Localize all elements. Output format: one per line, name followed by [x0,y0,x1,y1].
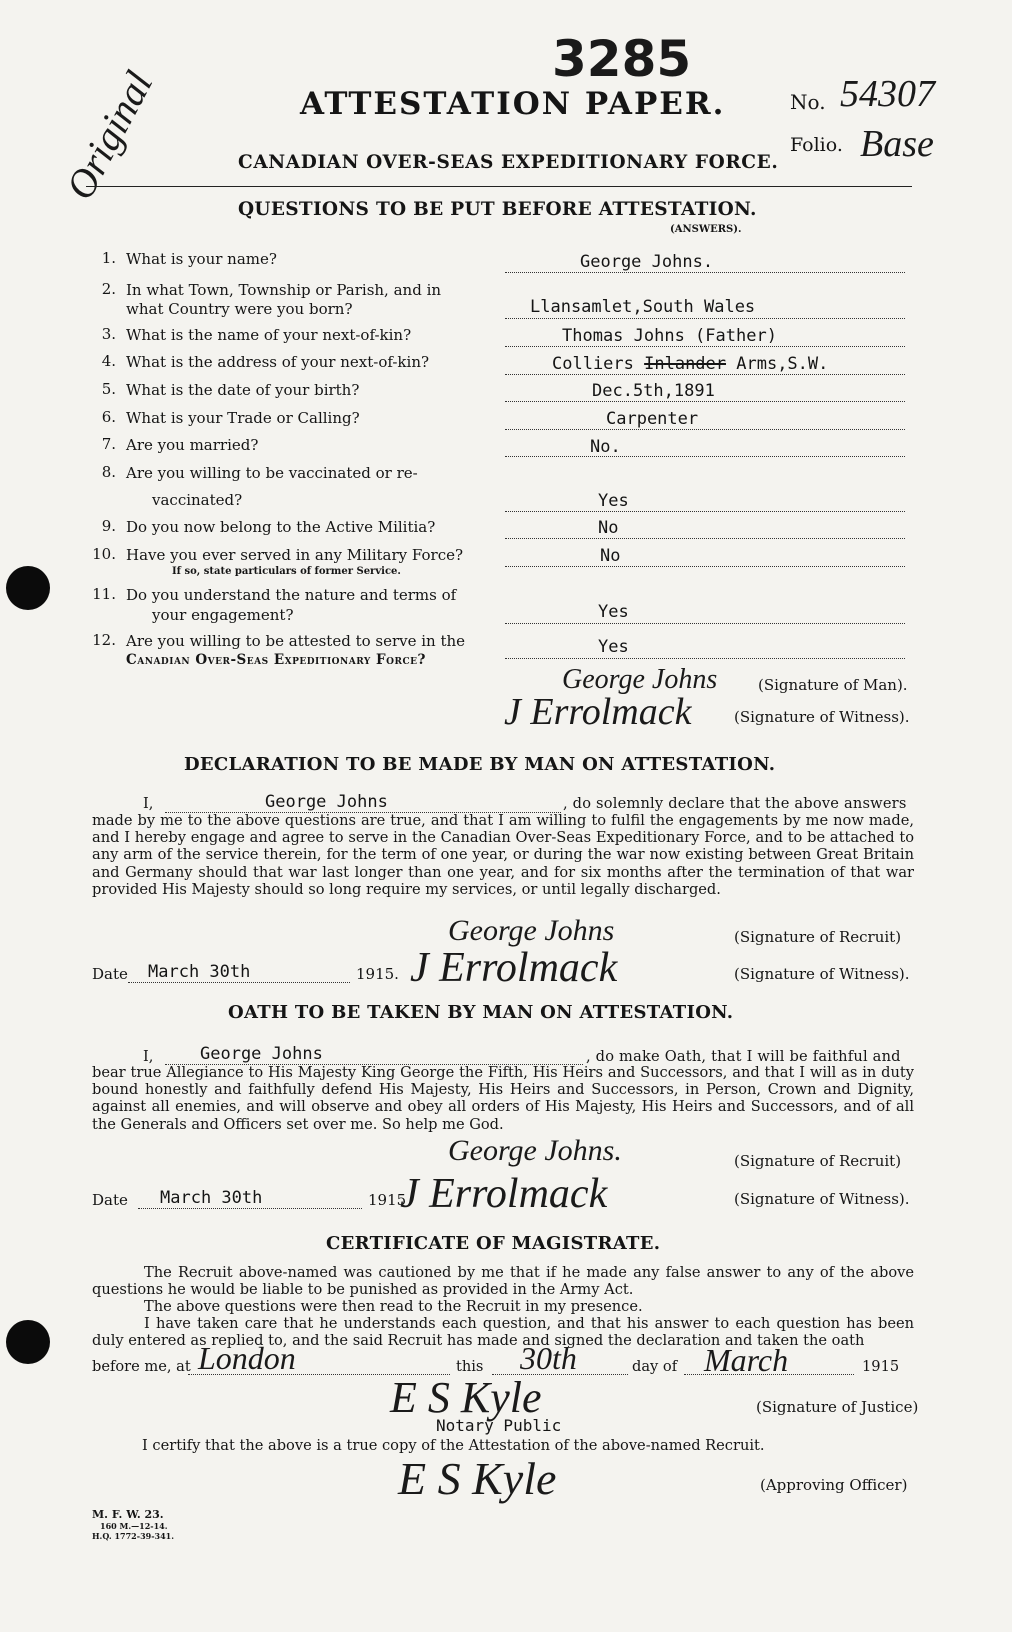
answer-address-struck: Inlander [644,354,727,374]
question-text: Do you understand the nature and terms of [126,586,457,604]
answer-line [505,272,905,273]
questions-heading: QUESTIONS TO BE PUT BEFORE ATTESTATION. [238,199,757,220]
answer-line [505,538,905,539]
magistrate-day: 30th [520,1340,577,1376]
declaration-heading: DECLARATION TO BE MADE BY MAN ON ATTESTATION. [184,754,776,775]
original-note: Original [56,63,162,207]
answer-birthplace: Llansamlet,South Wales [530,297,756,317]
declaration-body: made by me to the above questions are true, and that I am willing to fulfil the engagements by me now made, and I hereby engage and agree to serve in the Canadian Over-Seas Expeditionary Force, and to be attached to any arm of the service therein, for the term of one year, or during the war now existing between Great Britain and Germany should that war last longer than one year, and for six months after the termination of that war provided His Majesty should so long require my services, or until legally discharged. [92,812,914,898]
approving-officer-label: (Approving Officer) [760,1476,908,1494]
before-me-label: before me, at [92,1358,191,1375]
no-label: No. [790,90,826,114]
answer-understand-terms: Yes [598,602,629,622]
question-number: 7. [101,435,116,453]
signature-justice: E S Kyle [390,1373,542,1422]
month-line [684,1374,854,1375]
oath-date: March 30th [160,1188,263,1208]
declaration-year: 1915. [356,965,399,983]
declaration-name: George Johns [265,792,388,812]
answer-line [505,511,905,512]
folio-value: Base [860,123,934,165]
signature-witness-label: (Signature of Witness). [734,708,910,726]
answer-line [505,623,905,624]
question-number: 2. [101,280,116,298]
question-text-cont: Canadian Over-Seas Expeditionary Force? [126,652,426,668]
magistrate-heading: CERTIFICATE OF MAGISTRATE. [326,1233,661,1254]
signature-man-label: (Signature of Man). [758,676,908,694]
declaration-text-first: , do solemnly declare that the above answers [563,795,907,812]
answer-line [505,374,905,375]
oath-text-first: , do make Oath, that I will be faithful and [586,1048,901,1065]
declaration-date-label: Date [92,965,128,983]
answer-next-of-kin-address [552,354,828,374]
magistrate-para-2: The above questions were then read to the Recruit in my presence. [144,1298,643,1315]
question-text: Have you ever served in any Military Force? [126,546,464,564]
question-number: 10. [92,545,116,563]
punch-hole-bottom [6,1320,50,1364]
question-text: What is the name of your next-of-kin? [126,326,412,344]
answer-line [505,658,905,659]
question-text-cont: your engagement? [152,606,294,624]
date-line [128,982,350,983]
answer-line [505,456,905,457]
oath-prefix: I, [143,1048,154,1065]
answers-label: (ANSWERS). [670,224,742,235]
oath-body: bear true Allegiance to His Majesty King George the Fifth, His Heirs and Successors, and that I will as in duty bound honestly and faithfully defend His Majesty, His Heirs and Successors, in Person, Crown and Dignity, against all enemies, and will observe and obey all orders of His Majesty, His Heirs and Successors, and of all the Generals and Officers set over me. So help me God. [92,1064,914,1133]
oath-heading: OATH TO BE TAKEN BY MAN ON ATTESTATION. [228,1002,734,1023]
signature-justice-label: (Signature of Justice) [756,1398,919,1416]
question-number: 8. [101,463,116,481]
declaration-signature-witness-label: (Signature of Witness). [734,965,910,983]
question-text: What is your Trade or Calling? [126,409,360,427]
question-text-cont: vaccinated? [152,491,243,509]
signature-witness: J Errolmack [504,691,692,733]
oath-date-label: Date [92,1191,128,1209]
punch-hole-top [6,566,50,610]
answer-married: No. [590,437,621,457]
notary-public: Notary Public [436,1416,562,1435]
answer-line [505,318,905,319]
question-text-cont: what Country were you born? [126,300,353,318]
magistrate-year: 1915 [862,1358,900,1375]
footer-print-run: 160 M.—12-14. [100,1521,168,1531]
declaration-signature-witness: J Errolmack [410,945,618,991]
page-title: ATTESTATION PAPER. [300,86,726,122]
answer-trade: Carpenter [606,409,699,429]
question-number: 11. [92,585,116,603]
answer-name: George Johns. [580,252,714,272]
oath-signature-witness: J Errolmack [400,1171,608,1217]
question-text: What is the address of your next-of-kin? [126,353,430,371]
this-label: this [456,1358,484,1375]
magistrate-para-1: The Recruit above-named was cautioned by me that if he made any false answer to any of the above questions he would be liable to be punished as provided in the Army Act. [92,1264,914,1299]
answer-line [505,401,905,402]
question-text: What is your name? [126,250,277,268]
question-number: 12. [92,631,116,649]
day-of-label: day of [632,1358,678,1375]
oath-name: George Johns [200,1044,323,1064]
question-text: What is the date of your birth? [126,381,360,399]
answer-willing-to-serve: Yes [598,637,629,657]
question-text: Are you willing to be vaccinated or re- [126,464,418,482]
oath-signature-recruit-label: (Signature of Recruit) [734,1152,902,1170]
question-number: 5. [101,380,116,398]
declaration-signature-recruit-label: (Signature of Recruit) [734,928,902,946]
answer-line [505,429,905,430]
declaration-date: March 30th [148,962,251,982]
signature-man: George Johns [562,664,718,695]
question-text: Are you willing to be attested to serve in the [126,632,466,650]
form-subtitle: CANADIAN OVER-SEAS EXPEDITIONARY FORCE. [238,152,779,173]
answer-militia: No [598,518,619,538]
question-note: If so, state particulars of former Service. [172,566,401,577]
answer-vaccinated: Yes [598,491,629,511]
certify-text: I certify that the above is a true copy of the Attestation of the above-named Recruit. [142,1437,765,1454]
question-text: Do you now belong to the Active Militia? [126,518,436,536]
answer-next-of-kin: Thomas Johns (Father) [562,326,777,346]
date-line [138,1208,362,1209]
answer-line [505,346,905,347]
answer-address-part2: Arms,S.W. [726,354,829,374]
declaration-prefix: I, [143,795,154,812]
footer-form-code: M. F. W. 23. [92,1508,164,1521]
footer-hq-number: H.Q. 1772-39-341. [92,1531,175,1541]
question-number: 6. [101,408,116,426]
folio-label: Folio. [790,134,843,156]
top-rule [86,186,912,187]
signature-approving-officer: E S Kyle [398,1453,557,1504]
oath-year: 1915 [368,1191,407,1209]
question-text: In what Town, Township or Parish, and in [126,281,442,299]
magistrate-para-3: I have taken care that he understands each question, and that his answer to each question has been duly entered as replied to, and the said Recruit has made and signed the declaration and taken the oath [92,1315,914,1350]
magistrate-place: London [198,1340,296,1376]
answer-birth-date: Dec.5th,1891 [592,381,715,401]
declaration-signature-recruit: George Johns [448,914,615,947]
no-value: 54307 [840,73,935,115]
oath-signature-recruit: George Johns. [448,1134,622,1167]
stamp-number: 3285 [552,30,692,88]
question-number: 4. [101,352,116,370]
question-number: 1. [101,249,116,267]
oath-signature-witness-label: (Signature of Witness). [734,1190,910,1208]
question-number: 3. [101,325,116,343]
answer-military-service: No [600,546,621,566]
answer-line [505,566,905,567]
answer-address-part1: Colliers [552,354,645,374]
question-number: 9. [101,517,116,535]
question-text: Are you married? [126,436,259,454]
magistrate-month: March [704,1342,789,1378]
